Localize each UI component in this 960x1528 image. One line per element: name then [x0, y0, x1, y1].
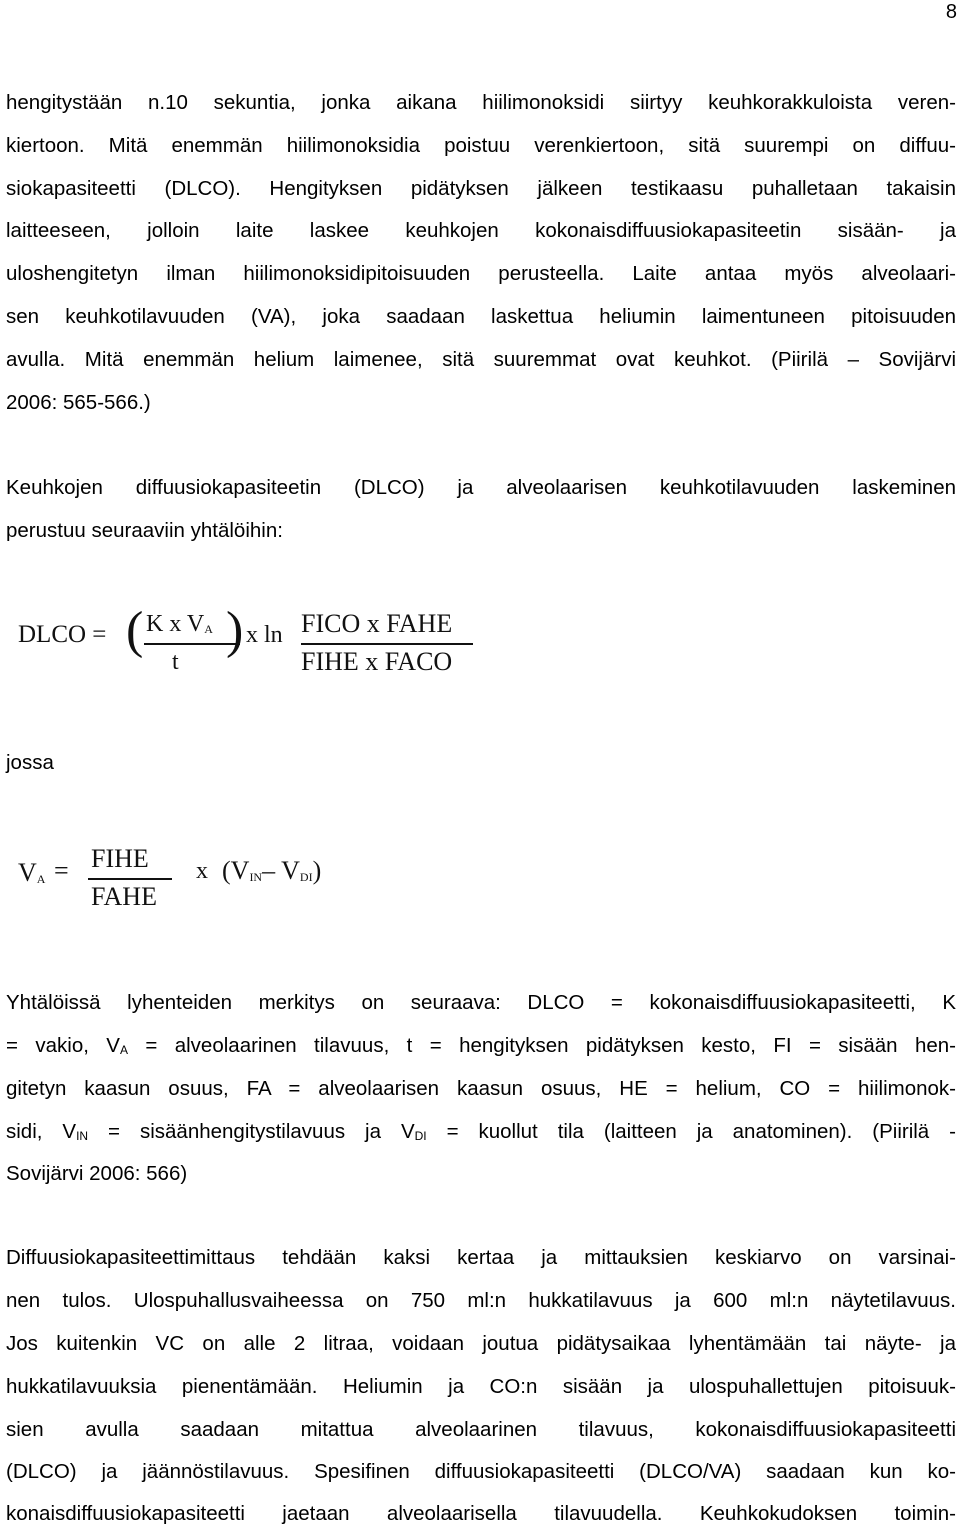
formula-close-paren: ) — [226, 602, 244, 659]
paragraph-line: perustuu seuraaviin yhtälöihin: — [6, 519, 283, 542]
page-number: 8 — [945, 1, 957, 23]
paragraph-line: sien avulla saadaan mitattua alveolaarinen tilavuus, kokonaisdiffuusiokapasiteetti — [6, 1418, 956, 1441]
paragraph-line: Jos kuitenkin VC on alle 2 litraa, voidaan joutua pidätysaikaa lyhentämään tai näyte- ja — [6, 1332, 956, 1355]
formula-numerator: K x $V_A$ — [146, 611, 213, 637]
formula-frac-numerator: FICO x FAHE — [301, 609, 453, 638]
fraction-bar — [301, 643, 473, 645]
va-formula — [18, 842, 358, 918]
paragraph-line: kiertoon. Mitä enemmän hiilimonoksidia poistuu verenkiertoon, sitä suurempi on diffuu- — [6, 134, 956, 157]
paragraph-line: (DLCO) ja jäännöstilavuus. Spesifinen diffuusiokapasiteetti (DLCO/VA) saadaan kun ko- — [6, 1460, 956, 1483]
jossa-label: jossa — [6, 751, 54, 774]
formula-frac-denominator: FIHE x FACO — [301, 647, 453, 676]
paragraph-line: konaisdiffuusiokapasiteetti jaetaan alveolaarisella tilavuudella. Keuhkokudoksen toimin- — [6, 1502, 956, 1525]
paragraph-line: sidi, $V_{IN}$ = sisäänhengitystilavuus ja $V_{DI}$ = kuollut tila (laitteen ja anatominen). (Piirilä - — [6, 1120, 956, 1143]
paragraph-line: siokapasiteetti (DLCO). Hengityksen pidätyksen jälkeen testikaasu puhalletaan takaisin — [6, 177, 956, 200]
formula-denominator: FAHE — [91, 882, 157, 911]
formula-lhs: $V_A$ — [18, 858, 46, 887]
paragraph-line: Sovijärvi 2006: 566) — [6, 1162, 188, 1185]
paragraph-line: Keuhkojen diffuusiokapasiteetin (DLCO) ja alveolaarisen keuhkotilavuuden laskeminen — [6, 476, 956, 499]
formula-difference: ($V_{IN}-$ $V_{DI}$) — [222, 856, 322, 885]
formula-equals: = — [54, 856, 69, 885]
paragraph-line: hengitystään n.10 sekuntia, jonka aikana hiilimonoksidi siirtyy keuhkorakkuloista veren- — [6, 91, 956, 114]
fraction-bar — [88, 878, 172, 880]
formula-lhs: DLCO = — [18, 621, 107, 648]
paragraph-line: nen tulos. Ulospuhallusvaiheessa on 750 ml:n hukkatilavuus ja 600 ml:n näytetilavuus. — [6, 1289, 956, 1312]
formula-open-paren: ( — [126, 602, 144, 659]
paragraph-line: laitteeseen, jolloin laite laskee keuhkojen kokonaisdiffuusiokapasiteetin sisään- ja — [6, 219, 956, 242]
formula-numerator: FIHE — [91, 844, 149, 873]
paragraph-line: 2006: 565-566.) — [6, 391, 151, 414]
paragraph-line: sen keuhkotilavuuden (VA), joka saadaan laskettua heliumin laimentuneen pitoisuuden — [6, 305, 956, 328]
paragraph-line: = vakio, $V_A$ = alveolaarinen tilavuus, t = hengityksen pidätyksen kesto, FI = sisään hen- — [6, 1034, 956, 1057]
dlco-formula — [18, 602, 488, 685]
paragraph-line: Yhtälöissä lyhenteiden merkitys on seuraava: DLCO = kokonaisdiffuusiokapasiteetti, K — [6, 991, 956, 1014]
paragraph-line: avulla. Mitä enemmän helium laimenee, sitä suuremmat ovat keuhkot. (Piirilä – Sovijärvi — [6, 348, 956, 371]
paragraph-line: hukkatilavuuksia pienentämään. Heliumin ja CO:n sisään ja ulospuhallettujen pitoisuuk- — [6, 1375, 956, 1398]
paragraph-line: gitetyn kaasun osuus, FA = alveolaarisen kaasun osuus, HE = helium, CO = hiilimonok- — [6, 1077, 956, 1100]
formula-denominator: t — [172, 649, 179, 675]
paragraph-line: Diffuusiokapasiteettimittaus tehdään kaksi kertaa ja mittauksien keskiarvo on varsinai- — [6, 1246, 956, 1269]
paragraph-line: uloshengitetyn ilman hiilimonoksidipitoisuuden perusteella. Laite antaa myös alveolaari- — [6, 262, 956, 285]
formula-times: x — [196, 858, 208, 884]
formula-ln: x ln — [246, 622, 283, 648]
